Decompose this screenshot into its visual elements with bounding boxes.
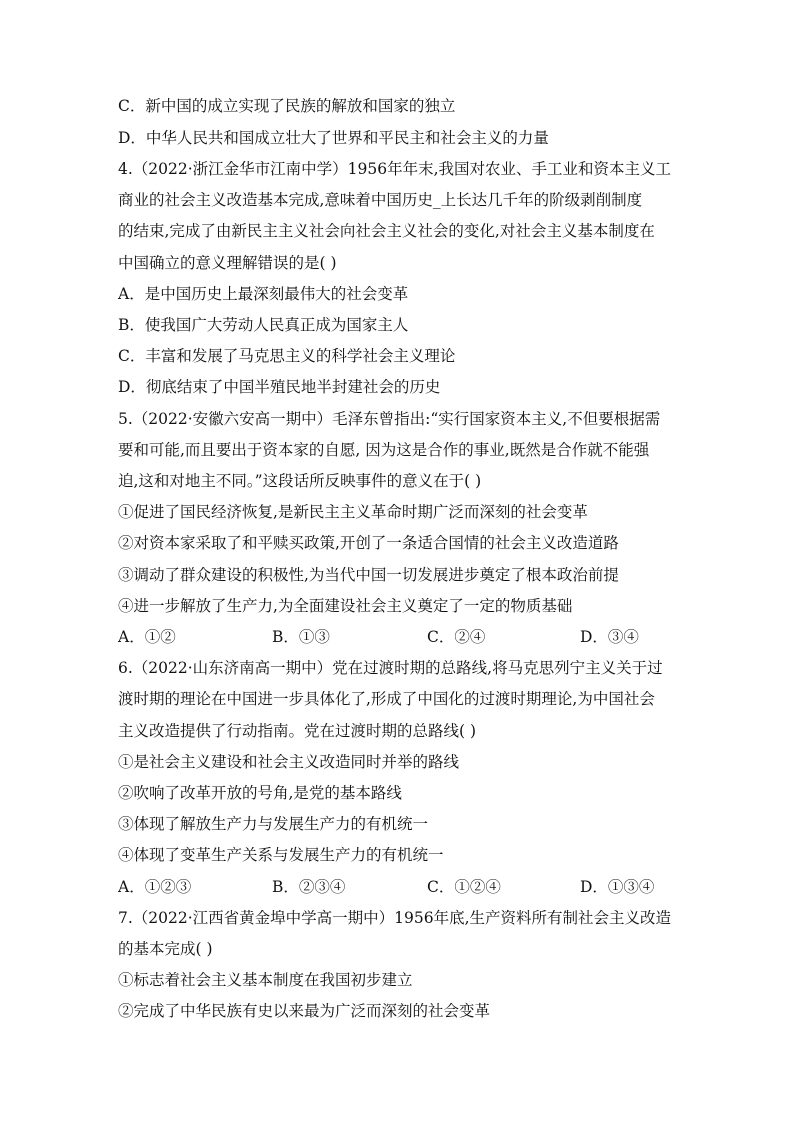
q6-statement-4: ④体现了变革生产关系与发展生产力的有机统一 xyxy=(118,846,444,864)
q5-choice-a: A．①② xyxy=(118,628,176,646)
q5-statement-2: ②对资本家采取了和平赎买政策,开创了一条适合国情的社会主义改造道路 xyxy=(118,534,619,552)
q5-statement-4: ④进一步解放了生产力,为全面建设社会主义奠定了一定的物质基础 xyxy=(118,597,573,615)
q3-option-c: C．新中国的成立实现了民族的解放和国家的独立 xyxy=(118,97,456,115)
q4-option-c: C．丰富和发展了马克思主义的科学社会主义理论 xyxy=(118,347,456,365)
q7-stem-line-2: 的基本完成( ) xyxy=(118,940,213,958)
q6-stem-line-2: 渡时期的理论在中国进一步具体化了,形成了中国化的过渡时期理论,为中国社会 xyxy=(118,690,655,708)
q5-statement-3: ③调动了群众建设的积极性,为当代中国一切发展进步奠定了根本政治前提 xyxy=(118,566,619,584)
q6-statement-2: ②吹响了改革开放的号角,是党的基本路线 xyxy=(118,784,402,802)
q7-stem-line-1: 7.（2022·江西省黄金埠中学高一期中）1956年底,生产资料所有制社会主义改造 xyxy=(118,909,672,927)
q3-option-d: D．中华人民共和国成立壮大了世界和平民主和社会主义的力量 xyxy=(118,129,549,147)
q7-statement-2: ②完成了中华民族有史以来最为广泛而深刻的社会变革 xyxy=(118,1002,491,1020)
q6-statement-1: ①是社会主义建设和社会主义改造同时并举的路线 xyxy=(118,753,460,771)
q5-stem-line-2: 要和可能,而且要出于资本家的自愿, 因为这是合作的事业,既然是合作就不能强 xyxy=(118,441,650,459)
q6-choice-d: D．①③④ xyxy=(580,878,655,896)
q4-stem-line-1: 4.（2022·浙江金华市江南中学）1956年年末,我国对农业、手工业和资本主义工 xyxy=(118,160,672,178)
q6-stem-line-3: 主义改造提供了行动指南。党在过渡时期的总路线( ) xyxy=(118,722,477,740)
q4-option-d: D．彻底结束了中国半殖民地半封建社会的历史 xyxy=(118,378,441,396)
q5-options xyxy=(118,627,678,647)
q5-choice-c: C．②④ xyxy=(427,628,486,646)
q6-options xyxy=(118,877,678,897)
q6-choice-b: B．②③④ xyxy=(272,878,346,896)
q7-statement-1: ①标志着社会主义基本制度在我国初步建立 xyxy=(118,971,413,989)
q5-choice-d: D．③④ xyxy=(580,628,639,646)
q5-choice-b: B．①③ xyxy=(272,628,330,646)
q4-option-b: B．使我国广大劳动人民真正成为国家主人 xyxy=(118,316,409,334)
q5-statement-1: ①促进了国民经济恢复,是新民主主义革命时期广泛而深刻的社会变革 xyxy=(118,503,588,521)
q6-choice-a: A．①②③ xyxy=(118,878,192,896)
q6-statement-3: ③体现了解放生产力与发展生产力的有机统一 xyxy=(118,815,429,833)
q4-stem-line-2: 商业的社会主义改造基本完成,意味着中国历史_上长达几千年的阶级剥削制度 xyxy=(118,191,643,209)
q5-stem-line-3: 迫,这和对地主不同。”这段话所反映事件的意义在于( ) xyxy=(118,472,482,490)
q4-option-a: A．是中国历史上最深刻最伟大的社会变革 xyxy=(118,285,409,303)
q4-stem-line-3: 的结束,完成了由新民主主义社会向社会主义社会的变化,对社会主义基本制度在 xyxy=(118,222,655,240)
q4-stem-line-4: 中国确立的意义理解错误的是( ) xyxy=(118,254,337,272)
q6-stem-line-1: 6.（2022·山东济南高一期中）党在过渡时期的总路线,将马克思列宁主义关于过 xyxy=(118,659,663,677)
q6-choice-c: C．①②④ xyxy=(427,878,501,896)
q5-stem-line-1: 5.（2022·安徽六安高一期中）毛泽东曾指出:“实行国家资本主义,不但要根据需 xyxy=(118,410,661,428)
